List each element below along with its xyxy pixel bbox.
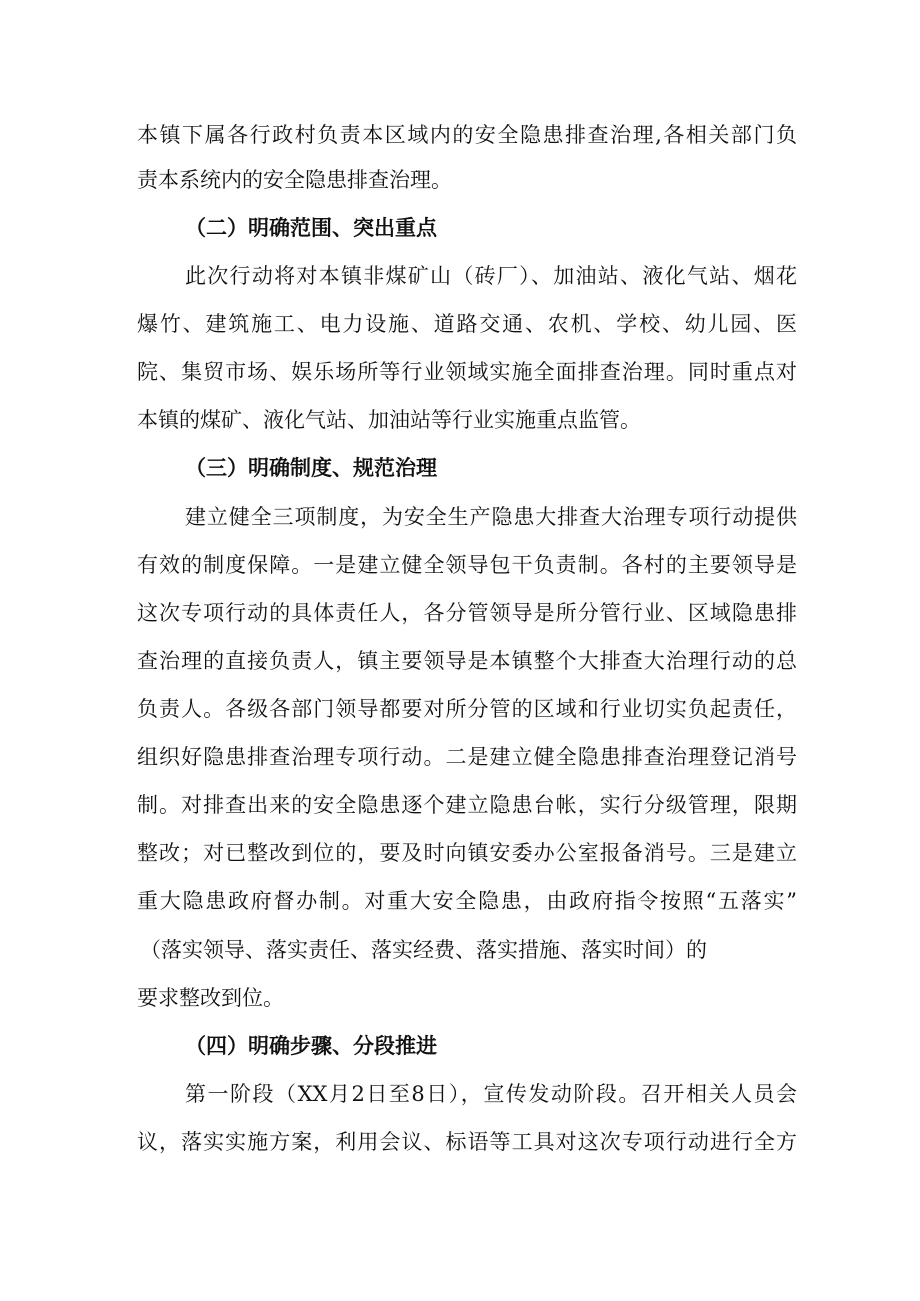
- body-text-line: 整改；对已整改到位的，要及时向镇安委办公室报备消号。三是建立: [137, 841, 797, 865]
- body-text-line: （落实领导、落实责任、落实经费、落实措施、落实时间）的: [140, 938, 707, 962]
- body-text-line: 组织好隐患排查治理专项行动。二是建立健全隐患排查治理登记消号: [137, 745, 797, 769]
- body-text-line: 查治理的直接负责人，镇主要领导是本镇整个大排查大治理行动的总: [137, 649, 797, 673]
- body-text-line: 责本系统内的安全隐患排查治理。: [137, 168, 452, 192]
- body-text-line: 议，落实实施方案，利用会议、标语等工具对这次专项行动进行全方: [137, 1130, 797, 1154]
- body-text-line: 建立健全三项制度，为安全生产隐患大排查大治理专项行动提供: [185, 505, 797, 529]
- body-text-line: 此次行动将对本镇非煤矿山（砖厂）、加油站、液化气站、烟花: [185, 264, 797, 288]
- body-text-line: 爆竹、建筑施工、电力设施、道路交通、农机、学校、幼儿园、医: [137, 312, 797, 336]
- body-text-line: 这次专项行动的具体责任人，各分管领导是所分管行业、区域隐患排: [137, 601, 797, 625]
- body-text-line: 重大隐患政府督办制。对重大安全隐患，由政府指令按照“五落实”: [137, 889, 797, 913]
- body-text-line: 有效的制度保障。一是建立健全领导包干负责制。各村的主要领导是: [137, 553, 797, 577]
- body-text-line: 制。对排查出来的安全隐患逐个建立隐患台帐，实行分级管理，限期: [137, 793, 797, 817]
- body-text-line: 第一阶段（XX月2日至8日），宣传发动阶段。召开相关人员会: [185, 1082, 797, 1106]
- body-text-line: 本镇的煤矿、液化气站、加油站等行业实施重点监管。: [137, 408, 641, 432]
- body-text-line: 院、集贸市场、娱乐场所等行业领域实施全面排查治理。同时重点对: [137, 360, 797, 384]
- section-heading-3: （三）明确制度、规范治理: [185, 456, 437, 480]
- section-heading-2: （二）明确范围、突出重点: [185, 216, 437, 240]
- body-text-line: 要求整改到位。: [137, 986, 284, 1010]
- body-text-line: 本镇下属各行政村负责本区域内的安全隐患排查治理,各相关部门负: [137, 123, 797, 147]
- section-heading-4: （四）明确步骤、分段推进: [185, 1034, 437, 1058]
- body-text-line: 负责人。各级各部门领导都要对所分管的区域和行业切实负起责任，: [137, 697, 797, 721]
